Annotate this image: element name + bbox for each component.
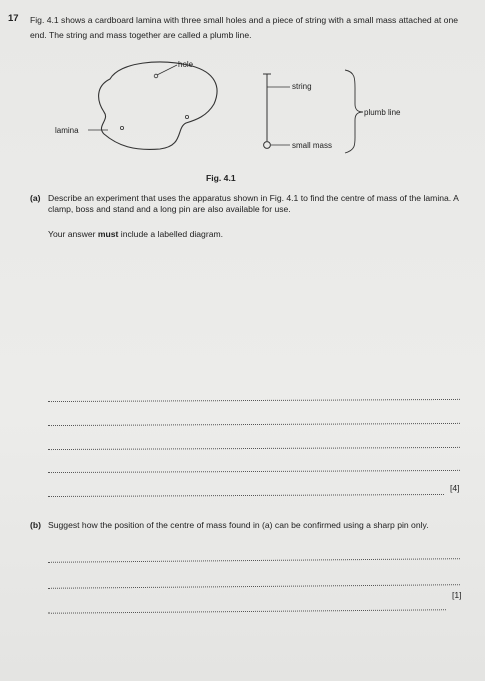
hole-right — [185, 115, 188, 118]
part-b-marks: [1] — [452, 590, 462, 600]
part-b-label: (b) — [30, 520, 41, 530]
part-a-marks: [4] — [450, 483, 460, 493]
label-lamina: lamina — [55, 126, 79, 135]
question-number: 17 — [8, 13, 19, 24]
label-string: string — [292, 82, 312, 91]
part-a-label: (a) — [30, 193, 41, 203]
hole-left — [120, 126, 123, 129]
label-plumb-line: plumb line — [364, 108, 401, 117]
plumb-mass — [264, 142, 271, 149]
plumb-line-brace — [345, 70, 363, 153]
part-b-text: Suggest how the position of the centre of mass found in (a) can be confirmed using a sharp pin only. — [48, 520, 429, 530]
label-hole: hole — [178, 60, 194, 69]
question-intro: Fig. 4.1 shows a cardboard lamina with three small holes and a piece of string with a small mass attached at one end. The string and mass together are called a plumb line. — [30, 15, 458, 40]
part-a-requirement: Your answer must include a labelled diagram. — [48, 229, 224, 239]
part-a-text: Describe an experiment that uses the apparatus shown in Fig. 4.1 to find the centre of mass of the lamina. A clamp, boss and stand and a long pin are also available for use. — [48, 193, 459, 214]
hole-leader — [157, 65, 177, 75]
label-small-mass: small mass — [292, 141, 333, 150]
figure-caption: Fig. 4.1 — [206, 173, 236, 183]
